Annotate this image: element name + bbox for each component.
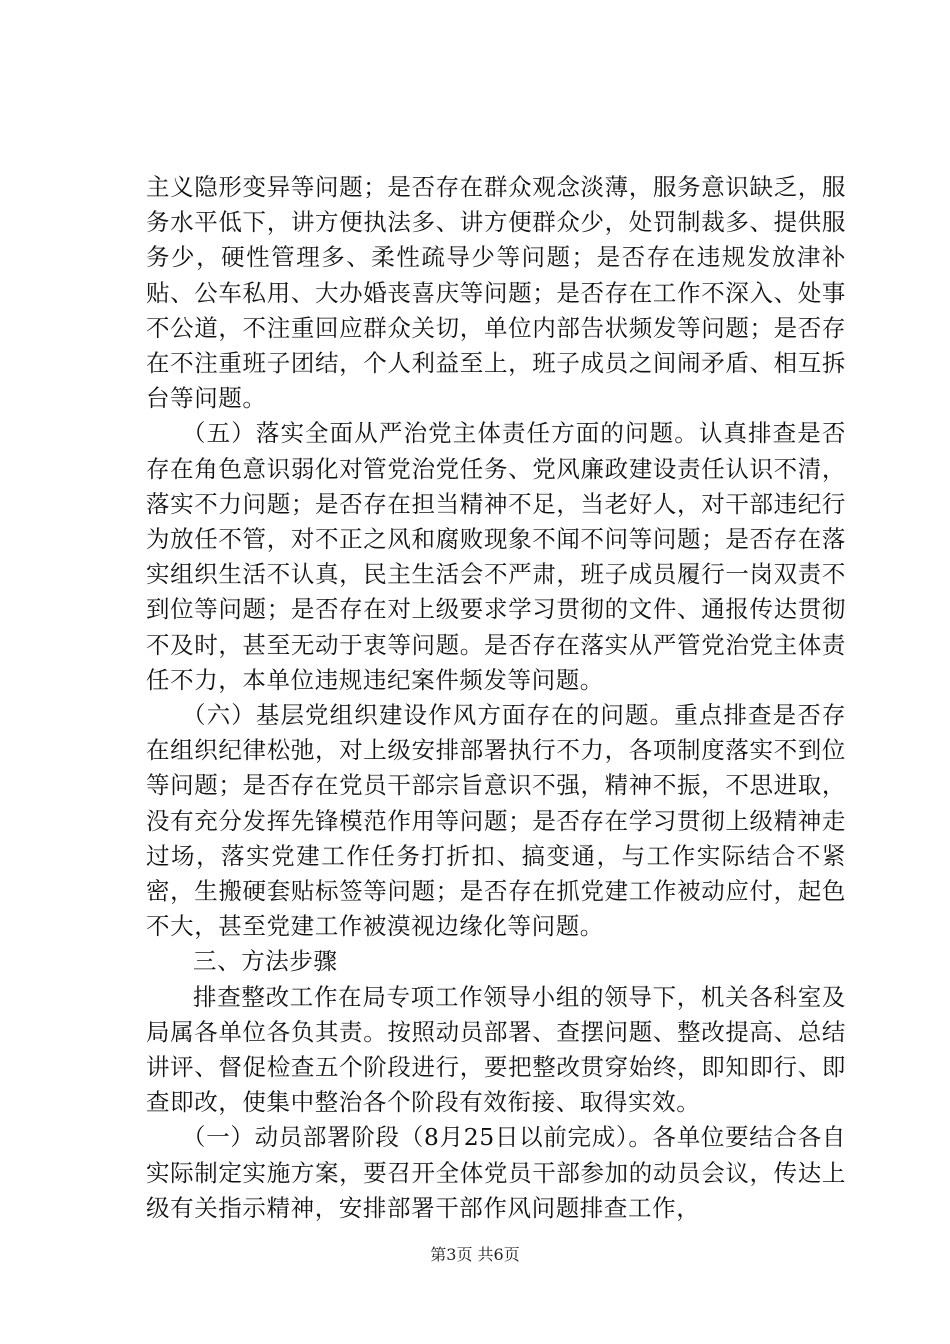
document-body	[146, 170, 846, 1226]
page-number-footer: 第3页 共6页	[430, 1245, 520, 1264]
paragraph-continuation: 主义隐形变异等问题；是否存在群众观念淡薄，服务意识缺乏，服务水平低下，讲方便执法多、讲方便群众少，处罚制裁多、提供服务少，硬性管理多、柔性疏导少等问题；是否存在违规发放津补贴、公车私用、大办婚丧喜庆等问题；是否存在工作不深入、处事不公道，不注重回应群众关切，单位内部告状频发等问题；是否存在不注重班子团结，个人利益至上，班子成员之间闹矛盾、相互拆台等问题。	[146, 173, 846, 413]
paragraph-methods-intro: 排查整改工作在局专项工作领导小组的领导下，机关各科室及局属各单位各负其责。按照动员部署、查摆问题、整改提高、总结讲评、督促检查五个阶段进行，要把整改贯穿始终，即知即行、即查即改，使集中整治各个阶段有效衔接、取得实效。	[146, 982, 846, 1117]
paragraph-stage-one: （一）动员部署阶段（8月25日以前完成）。各单位要结合各自实际制定实施方案，要召开全体党员干部参加的动员会议，传达上级有关指示精神，安排部署干部作风问题排查工作，	[146, 1123, 846, 1222]
paragraph-section-five: （五）落实全面从严治党主体责任方面的问题。认真排查是否存在角色意识弱化对管党治党任务、党风廉政建设责任认识不清，落实不力问题；是否存在担当精神不足，当老好人，对干部违纪行为放任不管，对不正之风和腐败现象不闻不问等问题；是否存在落实组织生活不认真，民主生活会不严肃，班子成员履行一岗双责不到位等问题；是否存在对上级要求学习贯彻的文件、通报传达贯彻不及时，甚至无动于衷等问题。是否存在落实从严管党治党主体责任不力，本单位违规违纪案件频发等问题。	[146, 419, 846, 694]
paragraph-section-six: （六）基层党组织建设作风方面存在的问题。重点排查是否存在组织纪律松弛，对上级安排部署执行不力，各项制度落实不到位等问题；是否存在党员干部宗旨意识不强，精神不振，不思进取，没有充分发挥先锋模范作用等问题；是否存在学习贯彻上级精神走过场，落实党建工作任务打折扣、搞变通，与工作实际结合不紧密，生搬硬套贴标签等问题；是否存在抓党建工作被动应付，起色不大，甚至党建工作被漠视边缘化等问题。	[146, 701, 846, 941]
section-heading-methods: 三、方法步骤	[193, 947, 338, 976]
